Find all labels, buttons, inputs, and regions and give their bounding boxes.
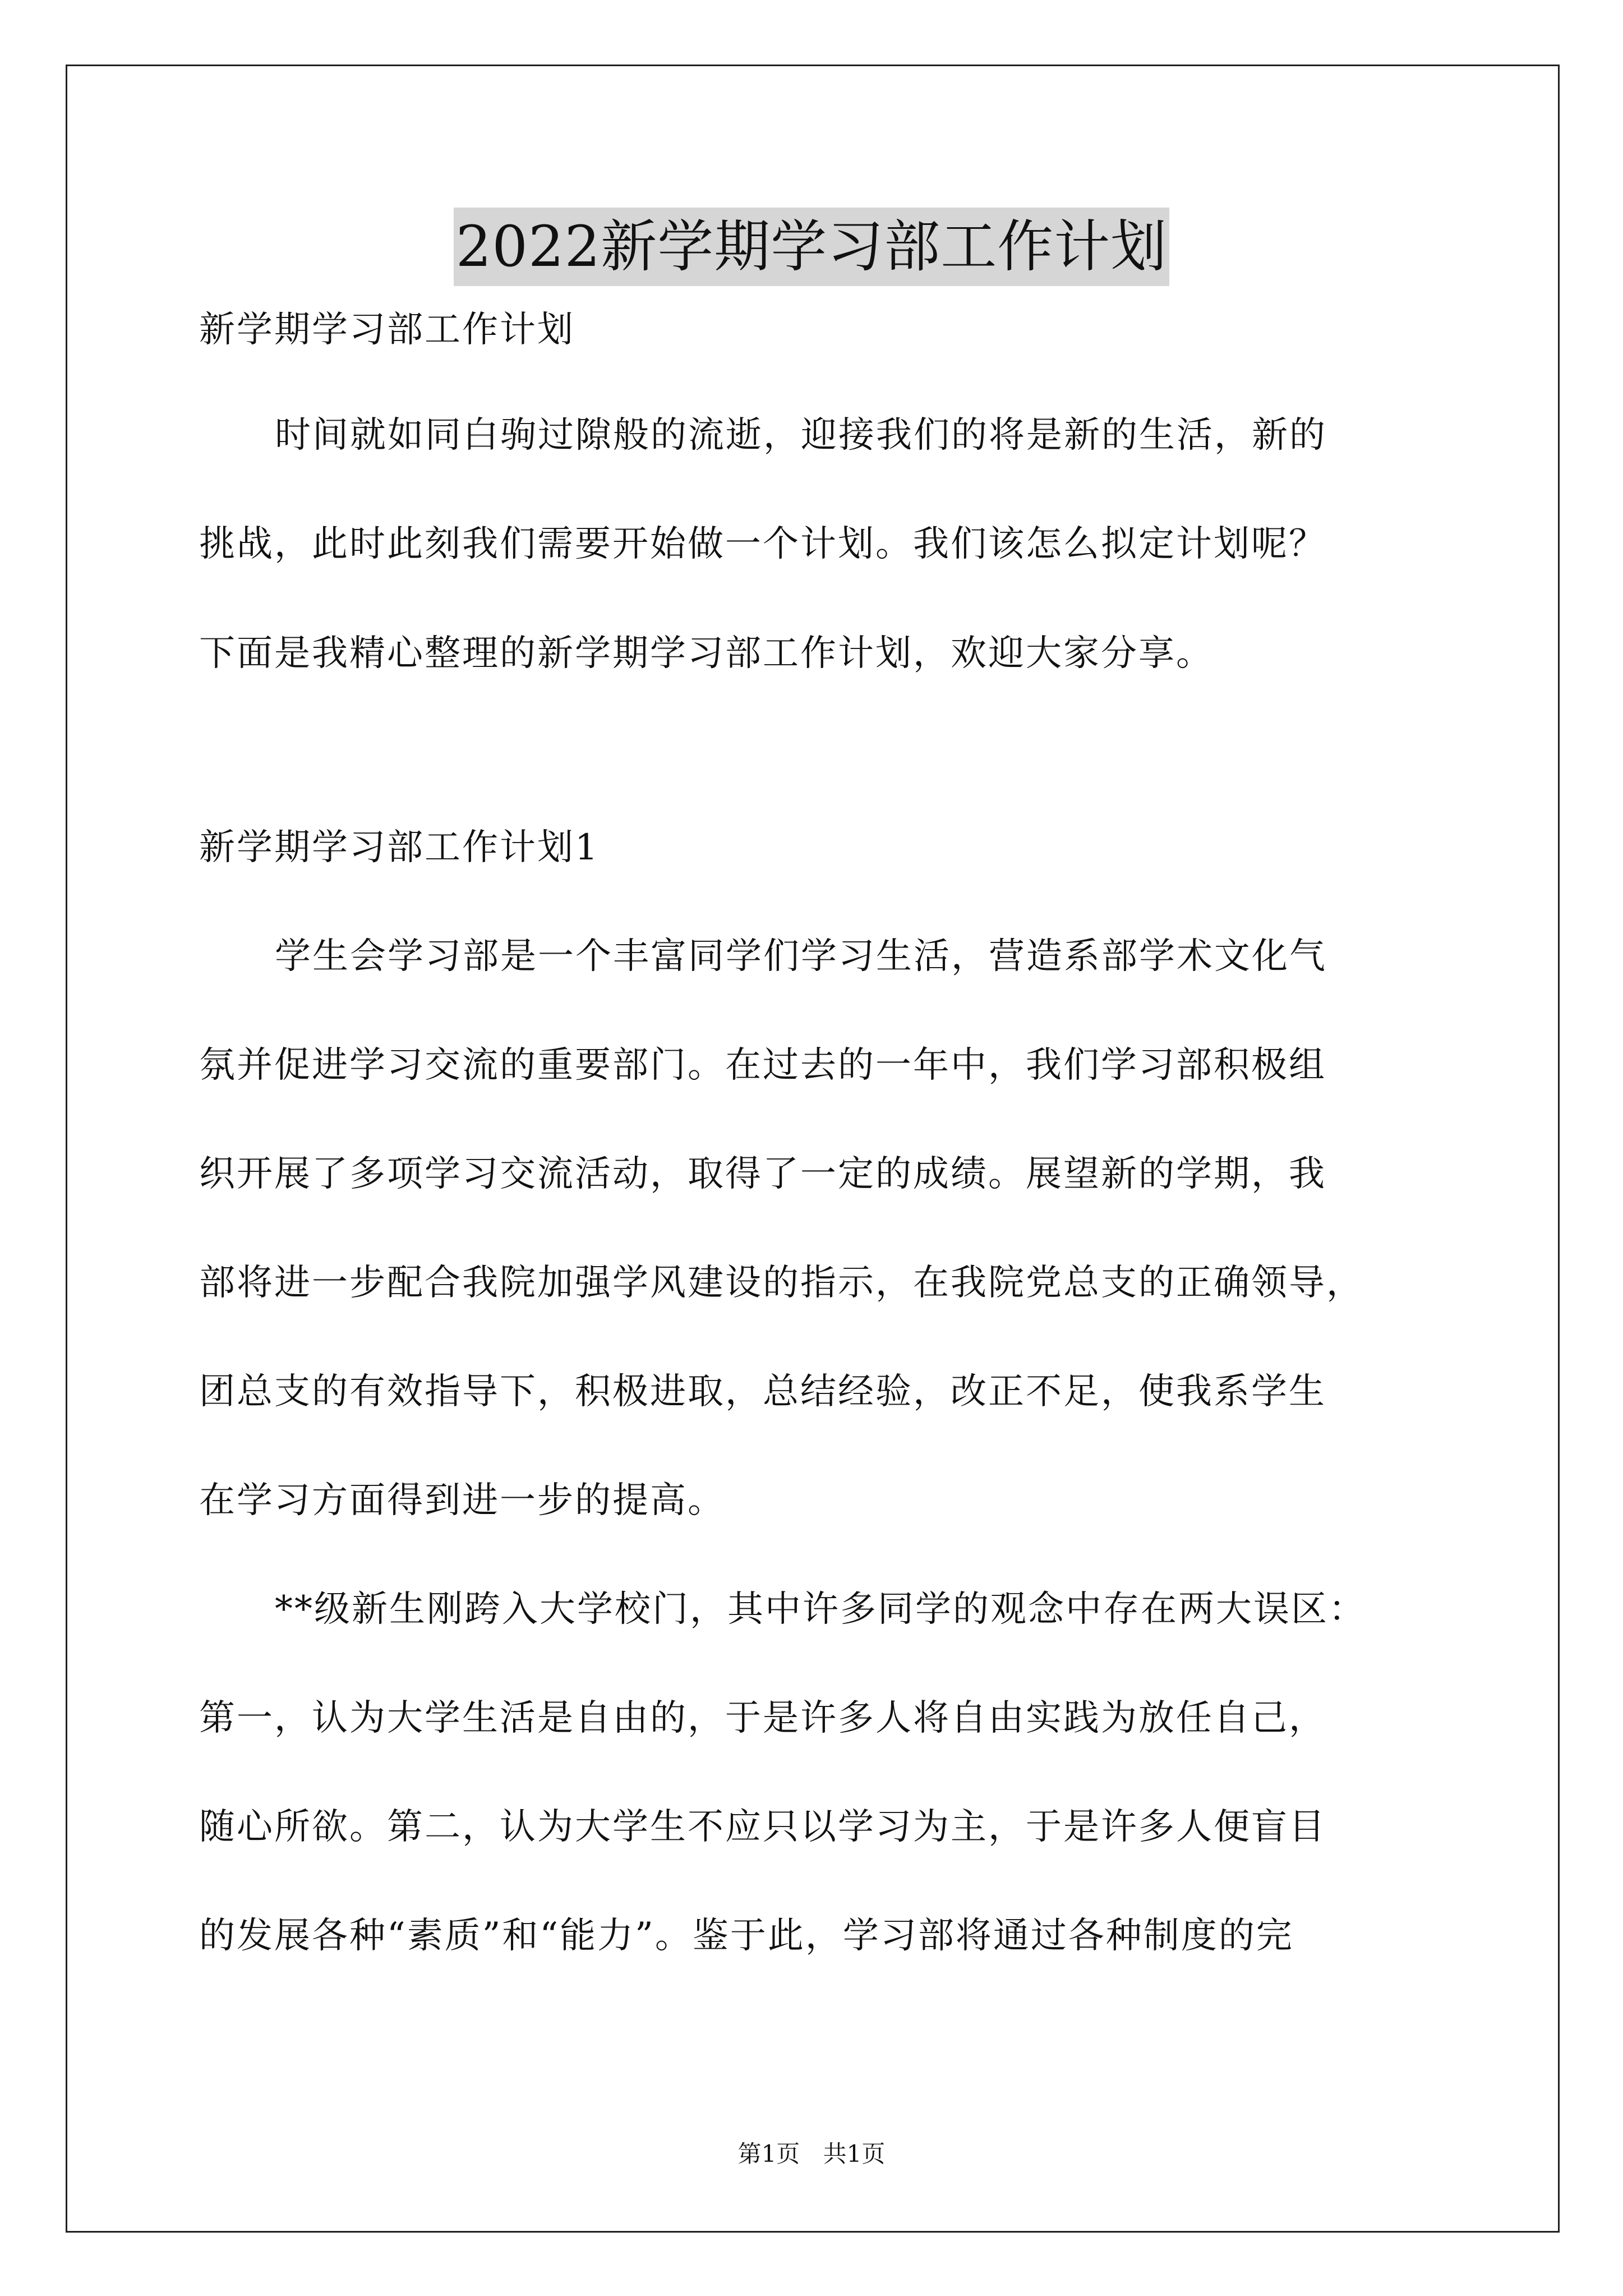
intro-line: 下面是我精心整理的新学期学习部工作计划，欢迎大家分享。 (199, 633, 1214, 674)
document-subtitle: 新学期学习部工作计划 (199, 309, 575, 351)
document-body (199, 307, 1433, 1958)
page-total: 共1页 (823, 2140, 886, 2168)
paragraph-line: 的发展各种“素质”和“能力”。鉴于此，学习部将通过各种制度的完 (199, 1915, 1294, 1957)
page-number: 第1页 (737, 2140, 800, 2168)
intro-line: 时间就如同白驹过隙般的流逝，迎接我们的将是新的生活，新的 (275, 415, 1327, 456)
paragraph-line: 氛并促进学习交流的重要部门。在过去的一年中，我们学习部积极组 (199, 1045, 1326, 1086)
paragraph-line: 第一，认为大学生活是自由的，于是许多人将自由实践为放任自己， (199, 1697, 1326, 1739)
intro-line: 挑战，此时此刻我们需要开始做一个计划。我们该怎么拟定计划呢？ (199, 523, 1326, 565)
paragraph-line: 团总支的有效指导下，积极进取，总结经验，改正不足，使我系学生 (199, 1371, 1326, 1412)
section-heading: 新学期学习部工作计划1 (199, 827, 600, 868)
title-block (0, 208, 1623, 286)
paragraph-line: 部将进一步配合我院加强学风建设的指示，在我院党总支的正确领导， (199, 1262, 1364, 1304)
paragraph-line: 学生会学习部是一个丰富同学们学习生活，营造系部学术文化气 (275, 936, 1327, 977)
paragraph-line: 在学习方面得到进一步的提高。 (199, 1480, 725, 1521)
paragraph-line: **级新生刚跨入大学校门，其中许多同学的观念中存在两大误区： (275, 1589, 1366, 1630)
paragraph-line: 随心所欲。第二，认为大学生不应只以学习为主，于是许多人便盲目 (199, 1806, 1326, 1848)
page-footer (0, 2138, 1623, 2170)
document-title: 2022新学期学习部工作计划 (454, 208, 1170, 286)
paragraph-line: 织开展了多项学习交流活动，取得了一定的成绩。展望新的学期，我 (199, 1153, 1326, 1195)
